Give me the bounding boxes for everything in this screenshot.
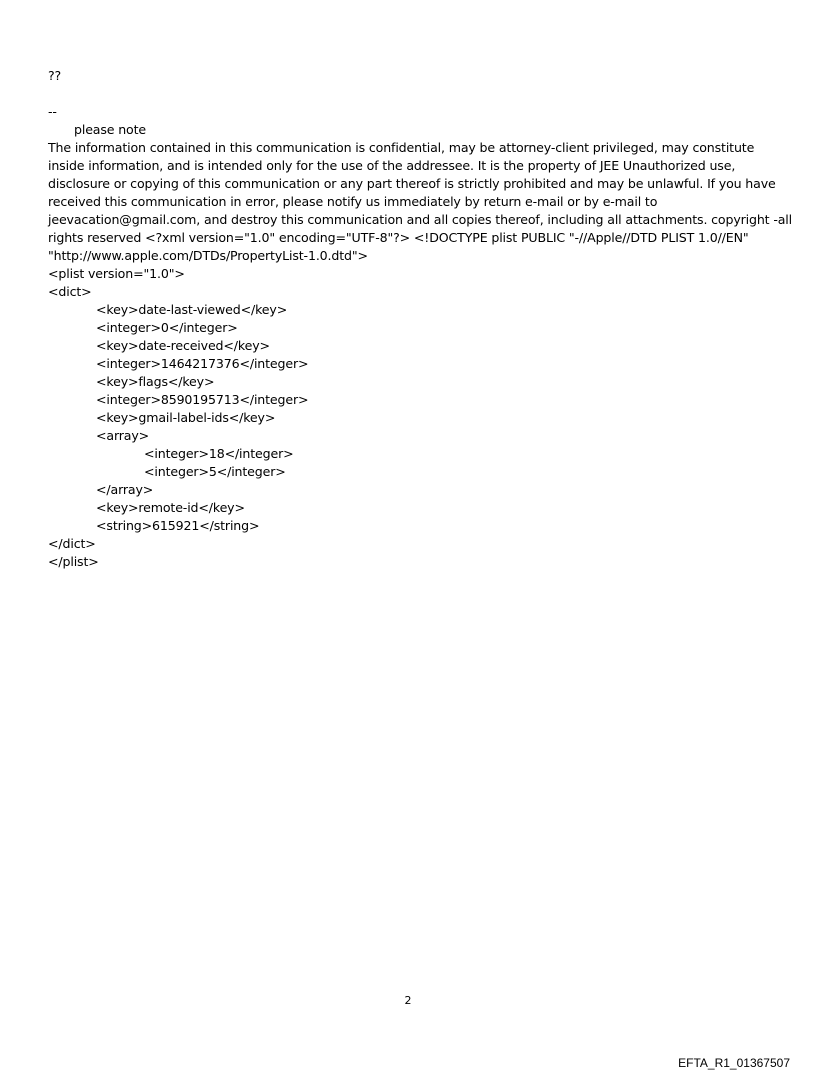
plist-entry: <key>date-last-viewed</key> — [96, 302, 288, 317]
disclaimer-line: rights reserved <?xml version="1.0" encoding="UTF-8"?> <!DOCTYPE plist PUBLIC "-//Apple//DTD PLIST 1.0//EN" — [48, 230, 749, 245]
disclaimer-paragraph — [48, 139, 792, 265]
array-close: </array> — [96, 482, 154, 497]
plist-entry: <integer>8590195713</integer> — [96, 392, 309, 407]
header-marks: ?? — [48, 68, 62, 83]
array-item: <integer>18</integer> — [144, 446, 294, 461]
plist-close: </plist> — [48, 554, 99, 569]
plist-entry: <key>flags</key> — [96, 374, 215, 389]
plist-entry: <key>date-received</key> — [96, 338, 270, 353]
disclaimer-line: jeevacation@gmail.com, and destroy this communication and all copies thereof, including all attachments. copyright -all — [48, 212, 792, 227]
separator: -- — [48, 104, 57, 119]
note-heading: please note — [74, 122, 146, 137]
plist-entry: <integer>0</integer> — [96, 320, 238, 335]
disclaimer-line: The information contained in this communication is confidential, may be attorney-client privileged, may constitute — [48, 140, 755, 155]
bates-number: EFTA_R1_01367507 — [678, 1056, 790, 1070]
page-number: 2 — [404, 994, 412, 1007]
dict-close: </dict> — [48, 536, 96, 551]
array-item: <integer>5</integer> — [144, 464, 286, 479]
dict-open: <dict> — [48, 284, 92, 299]
plist-entry: <string>615921</string> — [96, 518, 260, 533]
plist-entry: <array> — [96, 428, 150, 443]
plist-entry: <key>remote-id</key> — [96, 500, 245, 515]
disclaimer-line: received this communication in error, please notify us immediately by return e-mail or by e-mail to — [48, 194, 658, 209]
plist-entry: <key>gmail-label-ids</key> — [96, 410, 276, 425]
disclaimer-line: disclosure or copying of this communication or any part thereof is strictly prohibited and may be unlawful. If you have — [48, 176, 776, 191]
disclaimer-line: "http://www.apple.com/DTDs/PropertyList-1.0.dtd"> — [48, 248, 368, 263]
disclaimer-line: inside information, and is intended only for the use of the addressee. It is the property of JEE Unauthorized use, — [48, 158, 736, 173]
plist-entry: <integer>1464217376</integer> — [96, 356, 309, 371]
plist-open: <plist version="1.0"> — [48, 266, 185, 281]
